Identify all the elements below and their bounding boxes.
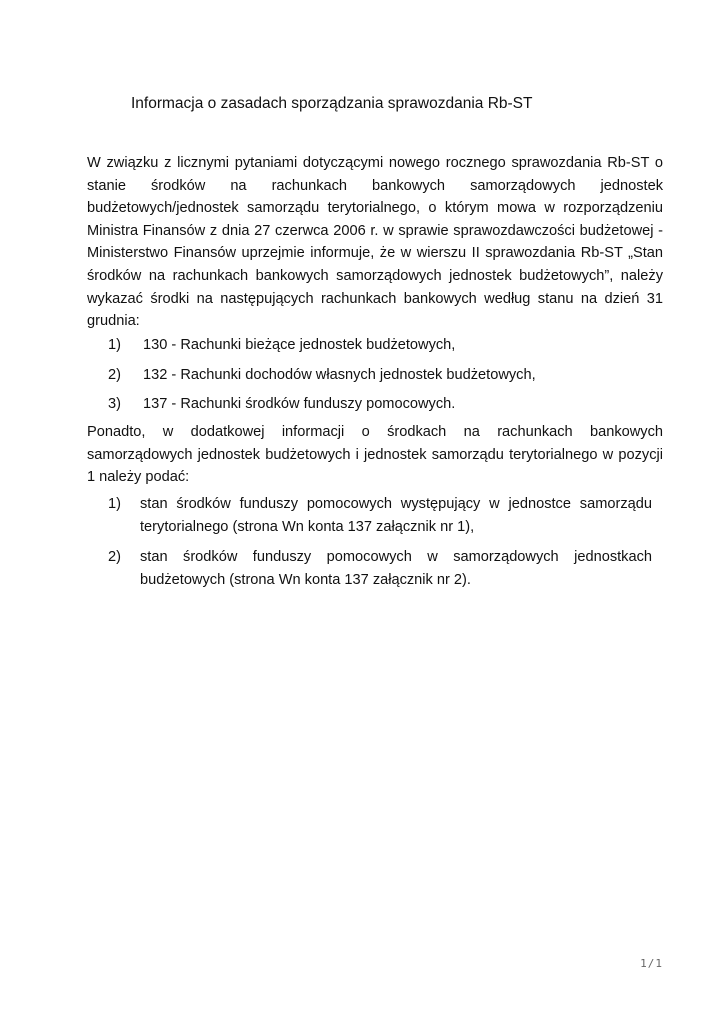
list-item [87, 334, 663, 364]
list-item-number: 2) [108, 549, 121, 566]
list-item-number: 2) [108, 366, 121, 383]
additional-info-list [87, 493, 663, 599]
list-item-text: 137 - Rachunki środków funduszy pomocowych. [143, 396, 456, 412]
list-item-text: stan środków funduszy pomocowych w samorządowych jednostkach budżetowych (strona Wn konta 137 załącznik nr 2). [140, 549, 652, 588]
list-item-number: 3) [108, 396, 121, 412]
list-item [87, 393, 663, 423]
list-item [87, 546, 663, 591]
account-list [87, 334, 663, 423]
list-item [87, 364, 663, 394]
intro-paragraph: W związku z licznymi pytaniami dotyczącymi nowego rocznego sprawozdania Rb-ST o stanie środków na rachunkach bankowych samorządowych jednostek budżetowych/jednostek samorządu terytorialnego, o którym mowa w rozporządzeniu Ministra Finansów z dnia 27 czerwca 2006 r. w sprawie sprawozdawczości budżetowej - Ministerstwo Finansów uprzejmie informuje, że w wierszu II sprawozdania Rb-ST „Stan środków na rachunkach bankowych samorządowych jednostek budżetowych”, należy wykazać środki na następujących rachunkach bankowych według stanu na dzień 31 grudnia: [87, 155, 663, 330]
list-item-text: 132 - Rachunki dochodów własnych jednostek budżetowych, [143, 366, 536, 383]
list-item-number: 1) [108, 337, 121, 353]
list-item-text: 130 - Rachunki bieżące jednostek budżetowych, [143, 337, 456, 353]
list-item-text: stan środków funduszy pomocowych występujący w jednostce samorządu terytorialnego (strona Wn konta 137 załącznik nr 1), [140, 496, 652, 535]
list-item-number: 1) [108, 496, 121, 512]
list-item [87, 493, 663, 538]
additional-info-paragraph: Ponadto, w dodatkowej informacji o środkach na rachunkach bankowych samorządowych jednostek budżetowych i jednostek samorządu terytorialnego w pozycji 1 należy podać: [87, 424, 663, 486]
page-number: 1/1 [640, 957, 663, 970]
document-title: Informacja o zasadach sporządzania sprawozdania Rb-ST [131, 95, 533, 112]
